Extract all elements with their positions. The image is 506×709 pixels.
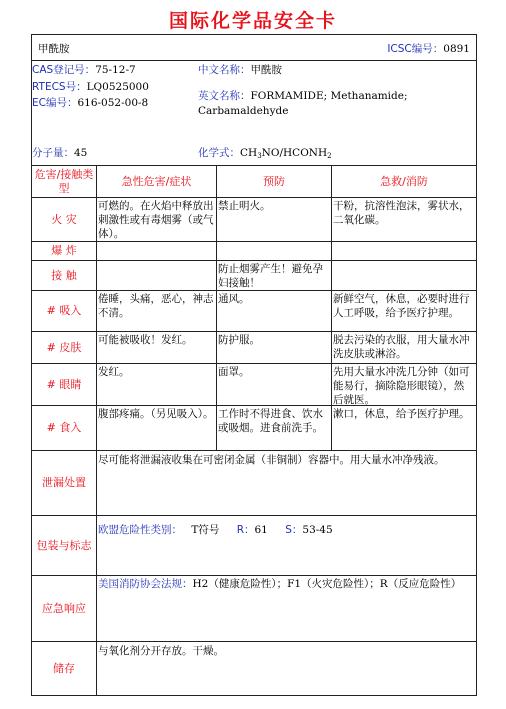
- storage-text: 与氧化剂分开存放。干燥。: [98, 645, 224, 657]
- emergency-detail: H2（健康危险性）；F1（火灾危险性）；R（反应危险性）: [192, 578, 462, 590]
- skin-prevention: 防护服。: [218, 334, 260, 346]
- formula-label: 化学式：: [198, 147, 240, 159]
- eye-first-aid: 先用大量水冲洗几分钟（如可能易行，摘除隐形眼镜），然后就医。: [333, 366, 470, 406]
- skin-first-aid: 脱去污染的衣服，用大量水冲洗皮肤或淋浴。: [333, 334, 470, 360]
- chemical-formula: [198, 146, 332, 163]
- row-label-leak: 泄漏处置: [42, 476, 86, 489]
- molecular-weight: [32, 146, 87, 160]
- package-s-value: 53-45: [302, 524, 333, 536]
- row-label-inhalation: # 吸入: [46, 304, 82, 317]
- card-title: 国际化学品安全卡: [168, 10, 337, 32]
- ingestion-prevention: 工作时不得进食、饮水或吸烟。进食前洗手。: [218, 408, 323, 434]
- row-label-emergency: 应急响应: [42, 601, 86, 615]
- skin-symptom: 可能被吸收！发红。: [98, 334, 193, 346]
- emergency-text: [98, 577, 474, 591]
- header-hazard-type: 危害/接触类型: [34, 167, 94, 195]
- mw-value: 45: [74, 147, 88, 159]
- ingestion-symptom: 腹部疼痛。（另见吸入）。: [98, 408, 214, 420]
- en-name-line1: FORMAMIDE; Methanamide;: [250, 90, 408, 102]
- formula-part2: NO/HCONH: [261, 147, 328, 159]
- cas-label: CAS登记号：: [32, 64, 96, 76]
- rtecs-value: LQ0525000: [86, 81, 149, 93]
- row-label-ingestion: # 食入: [46, 421, 82, 434]
- formula-sub2: 2: [327, 152, 332, 160]
- formula-sub1: 3: [257, 152, 262, 160]
- eye-symptom: 发红。: [98, 366, 130, 378]
- row-label-eye: # 眼睛: [46, 377, 82, 391]
- chemical-name-cn: 甲酰胺: [38, 43, 70, 55]
- package-lead: 欧盟危险性类别：: [98, 524, 182, 536]
- ec-number: [32, 96, 148, 110]
- icsc-number: [387, 42, 470, 56]
- rtecs-label: RTECS号：: [32, 81, 87, 93]
- english-name: [198, 89, 408, 103]
- package-text: [98, 523, 474, 537]
- package-r-label: R：: [236, 524, 255, 536]
- ec-value: 616-052-00-8: [77, 97, 149, 109]
- fire-symptom: 可燃的。在火焰中释放出刺激性或有毒烟雾（或气体）。: [98, 200, 214, 240]
- inhalation-first-aid: 新鲜空气，休息，必要时进行人工呼吸，给予医疗护理。: [333, 293, 470, 319]
- ec-label: EC编号：: [32, 97, 78, 109]
- icsc-label: ICSC编号：: [387, 43, 444, 55]
- emergency-lead: 美国消防协会法规：: [98, 578, 193, 590]
- cn-name-value: 甲酰胺: [250, 64, 282, 76]
- header-prevention: 预防: [263, 174, 285, 188]
- en-name-label: 英文名称：: [198, 90, 251, 102]
- package-r-value: 61: [254, 524, 268, 536]
- package-symbol: T符号: [191, 524, 220, 536]
- ingestion-first-aid: 漱口，休息，给予医疗护理。: [333, 408, 470, 420]
- fire-prevention: 禁止明火。: [218, 200, 271, 212]
- row-label-fire: 火 灾: [51, 212, 77, 226]
- inhalation-symptom: 倦睡，头痛，恶心，神志不清。: [98, 293, 214, 319]
- chinese-name: [198, 63, 282, 77]
- leak-text: 尽可能将泄漏液收集在可密闭金属（非铜制）容器中。用大量水冲净残液。: [98, 454, 445, 466]
- row-label-storage: 储存: [53, 661, 75, 675]
- rtecs-number: [32, 80, 149, 94]
- row-label-skin: # 皮肤: [46, 340, 82, 354]
- cn-name-label: 中文名称：: [198, 64, 251, 76]
- formula-part1: CH: [240, 147, 258, 159]
- cas-value: 75-12-7: [95, 64, 136, 76]
- contact-prevention: 防止烟雾产生！避免孕妇接触！: [218, 263, 323, 289]
- icsc-value: 0891: [443, 43, 470, 55]
- safety-card: [31, 34, 477, 696]
- header-symptom: 急性危害/症状: [121, 174, 192, 188]
- package-s-label: S：: [285, 524, 303, 536]
- cas-number: [32, 63, 136, 77]
- english-name-line2: Carbamaldehyde: [198, 105, 289, 117]
- row-label-package: 包装与标志: [36, 538, 92, 552]
- header-first-aid: 急救/消防: [380, 174, 428, 188]
- fire-first-aid: 干粉，抗溶性泡沫，雾状水，二氧化碳。: [333, 200, 470, 226]
- mw-label: 分子量：: [32, 147, 74, 159]
- eye-prevention: 面罩。: [218, 366, 250, 378]
- row-label-contact: 接 触: [51, 268, 77, 282]
- inhalation-prevention: 通风。: [218, 293, 250, 305]
- row-label-explosion: 爆 炸: [51, 244, 77, 257]
